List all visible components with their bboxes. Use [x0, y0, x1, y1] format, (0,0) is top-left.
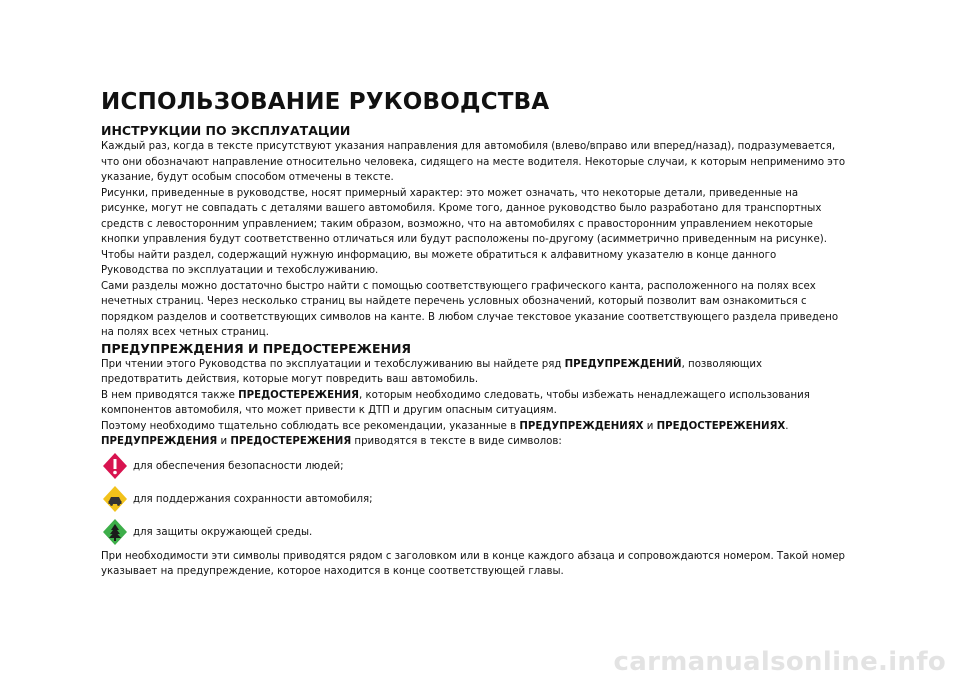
symbol-label: для обеспечения безопасности людей; — [133, 460, 344, 472]
tree-warning-icon — [101, 518, 129, 546]
paragraph: Поэтому необходимо тщательно соблюдать все рекомендации, указанные в ПРЕДУПРЕЖДЕНИЯХ и ПРЕДОСТЕРЕЖЕНИЯХ. — [101, 420, 789, 432]
paragraph: ПРЕДУПРЕЖДЕНИЯ и ПРЕДОСТЕРЕЖЕНИЯ приводятся в тексте в виде символов: — [101, 436, 562, 447]
manual-page — [101, 88, 846, 580]
symbol-row-vehicle — [101, 483, 846, 516]
symbol-row-environment — [101, 516, 846, 549]
watermark: carmanualsonline.info — [613, 647, 946, 677]
section-heading-instructions: ИНСТРУКЦИИ ПО ЭКСПЛУАТАЦИИ — [101, 123, 351, 138]
car-warning-icon — [101, 485, 129, 513]
symbol-label: для поддержания сохранности автомобиля; — [133, 493, 373, 505]
paragraph: Чтобы найти раздел, содержащий нужную информацию, вы можете обратиться к алфавитному указателю в конце данного Руководства по эксплуатации и техобслуживанию. — [101, 249, 777, 276]
page-title: ИСПОЛЬЗОВАНИЕ РУКОВОДСТВА — [101, 89, 550, 115]
paragraph: Сами разделы можно достаточно быстро найти с помощью соответствующего графического канта, расположенного на полях всех нечетных страниц. Через несколько страниц вы найдете перечень условных обозначений, который позволит вам ознакомиться с порядком разделов и соответствующих символов на канте. В любом случае текстовое указание соответствующего раздела приведено на полях всех четных страниц. — [101, 280, 839, 338]
paragraph: При необходимости эти символы приводятся рядом с заголовком или в конце каждого абзаца и сопровождаются номером. Такой номер указывает на предупреждение, которое находится в конце соответствующей главы. — [101, 550, 845, 577]
paragraph: В нем приводятся также ПРЕДОСТЕРЕЖЕНИЯ, которым необходимо следовать, чтобы избежать ненадлежащего использования компонентов автомобиля, что может привести к ДТП и другим опасным ситуациям. — [101, 389, 810, 416]
symbol-row-people — [101, 450, 846, 483]
paragraph: Каждый раз, когда в тексте присутствуют указания направления для автомобиля (влево/вправо или вперед/назад), подразумевается, что они обозначают направление относительно человека, сидящего на месте водителя. Некоторые случаи, к которым неприменимо это указание, будут особым способом отмечены в тексте. — [101, 141, 846, 183]
section-heading-warnings: ПРЕДУПРЕЖДЕНИЯ И ПРЕДОСТЕРЕЖЕНИЯ — [101, 340, 412, 356]
paragraph: Рисунки, приведенные в руководстве, носят примерный характер: это может означать, что некоторые детали, приведенные на рисунке, могут не совпадать с деталями вашего автомобиля. Кроме того, данное руководство было разработано для транспортных средств с левосторонним управлением; таким образом, возможно, что на автомобилях с правосторонним управлением некоторые кнопки управления будут соответственно отличаться или будут расположены по-другому (асимметрично приведенным на рисунке). — [101, 187, 827, 245]
person-warning-icon — [101, 452, 129, 480]
symbol-label: для защиты окружающей среды. — [133, 526, 313, 538]
paragraph: При чтении этого Руководства по эксплуатации и техобслуживанию вы найдете ряд ПРЕДУПРЕЖДЕНИЙ, позволяющих предотвратить действия, которые могут повредить ваш автомобиль. — [101, 358, 763, 385]
